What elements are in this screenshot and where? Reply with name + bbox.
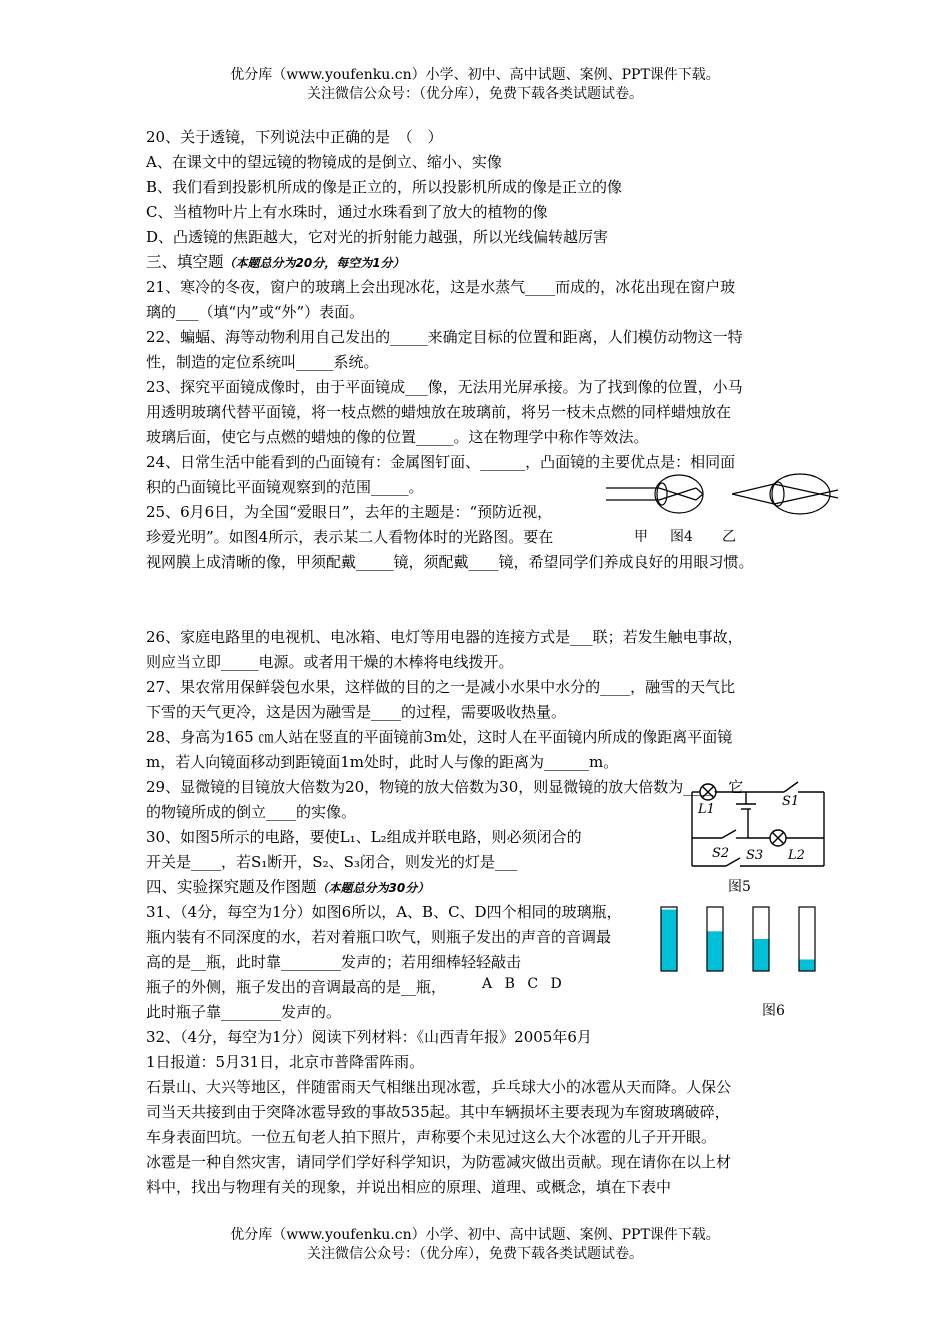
text-line: 瓶子的外侧，瓶子发出的音调最高的是__瓶， (146, 978, 447, 996)
text-line: 料中，找出与物理有关的现象，并说出相应的原理、道理、或概念，填在下表中 (146, 1178, 672, 1196)
text-line: 26、家庭电路里的电视机、电冰箱、电灯等用电器的连接方式是___联；若发生触电事故， (146, 628, 743, 646)
footer-line-1: 优分库（www.youfenku.cn）小学、初中、高中试题、案例、PPT课件下载。 (230, 1227, 720, 1243)
bottle-water-b (707, 931, 723, 971)
section-score-note: （本题总分为20分，每空为1分） (223, 256, 405, 270)
bottles-svg (660, 906, 830, 972)
figure-5-label-l2: L2 (788, 848, 805, 863)
bottle-water-a (661, 910, 677, 971)
page-footer (0, 1226, 950, 1264)
figure-4-eye-diagram (604, 472, 854, 532)
text-line: 车身表面凹坑。一位五旬老人拍下照片，声称要个未见过这么大个冰雹的儿子开开眼。 (146, 1128, 717, 1146)
text-line: D、凸透镜的焦距越大，它对光的折射能力越强，所以光线偏转越厉害 (146, 228, 609, 246)
text-line: 此时瓶子靠________发声的。 (146, 1003, 342, 1021)
text-line: B、我们看到投影机所成的像是正立的，所以投影机所成的像是正立的像 (146, 178, 623, 196)
figure-4-label-jia: 甲 (634, 529, 648, 545)
text-line: 28、身高为165 ㎝人站在竖直的平面镜前3m处，这时人在平面镜内所成的像距离平面镜 (146, 728, 733, 746)
section-heading (146, 251, 405, 274)
bottle-label-c: C (527, 976, 539, 992)
section-title: 四、实验探究题及作图题 (146, 878, 317, 896)
section-score-note: （本题总分为30分） (316, 881, 430, 895)
text-line: 珍爱光明”。如图4所示，表示某二人看物体时的光路图。要在 (146, 528, 554, 546)
figure-6-caption: 图6 (762, 1003, 785, 1019)
text-line: C、当植物叶片上有水珠时，通过水珠看到了放大的植物的像 (146, 203, 548, 221)
text-line: 30、如图5所示的电路，要使L₁、L₂组成并联电路，则必须闭合的 (146, 828, 582, 846)
text-line: A、在课文中的望远镜的物镜成的是倒立、缩小、实像 (146, 153, 502, 171)
figure-5-caption: 图5 (728, 879, 751, 895)
text-line: 瓶内装有不同深度的水，若对着瓶口吹气，则瓶子发出的声音的音调最 (146, 928, 612, 946)
figure-4-label-yi: 乙 (722, 529, 736, 545)
section-heading (146, 876, 429, 899)
text-line: 下雪的天气更冷，这是因为融雪是____的过程，需要吸收热量。 (146, 703, 567, 721)
eye-right (732, 474, 838, 514)
text-line: 高的是__瓶，此时靠________发声的；若用细棒轻轻敲击 (146, 953, 522, 971)
header-line-2: 关注微信公众号：（优分库），免费下载各类试题试卷。 (307, 86, 643, 102)
bottle-label-d: D (550, 976, 562, 992)
text-line: 开关是____，若S₁断开，S₂、S₃闭合，则发光的灯是___ (146, 853, 518, 871)
text-line: 24、日常生活中能看到的凸面镜有：金属图钉面、______，凸面镜的主要优点是：相同面 (146, 453, 736, 471)
text-line: 用透明玻璃代替平面镜，将一枝点燃的蜡烛放在玻璃前，将另一枝未点燃的同样蜡烛放在 (146, 403, 732, 421)
text-line: 性，制造的定位系统叫_____系统。 (146, 353, 379, 371)
text-line: 32、（4分，每空为1分）阅读下列材料：《山西青年报》2005年6月 (146, 1028, 592, 1046)
figure-4-caption: 图4 (670, 529, 693, 545)
figure-6-bottle-labels (482, 976, 562, 992)
bottle-label-a: A (482, 976, 493, 992)
figure-6-bottles (660, 906, 830, 972)
text-line: 冰雹是一种自然灾害，请同学们学好科学知识，为防雹减灾做出贡献。现在请你在以上材 (146, 1153, 732, 1171)
section-title: 三、填空题 (146, 253, 224, 271)
figure-5-label-s1: S1 (782, 794, 800, 809)
figure-5-label-s2: S2 (712, 846, 730, 861)
text-line: 22、蝙蝠、海等动物利用自己发出的_____来确定目标的位置和距离，人们模仿动物这一特 (146, 328, 743, 346)
text-line: 25、6月6日，为全国“爱眼日”，去年的主题是：“预防近视， (146, 503, 553, 521)
text-line: 则应当立即_____电源。或者用干燥的木棒将电线拨开。 (146, 653, 514, 671)
text-line: 璃的___（填“内”或“外”）表面。 (146, 303, 365, 321)
text-line: 31、（4分，每空为1分）如图6所以，A、B、C、D四个相同的玻璃瓶， (146, 903, 622, 921)
text-line: m，若人向镜面移动到距镜面1m处时，此时人与像的距离为______m。 (146, 753, 619, 771)
text-line: 21、寒冷的冬夜，窗户的玻璃上会出现冰花，这是水蒸气____而成的，冰花出现在窗户玻 (146, 278, 736, 296)
text-line: 积的凸面镜比平面镜观察到的范围_____。 (146, 478, 424, 496)
page-header (0, 66, 950, 104)
text-line: 27、果农常用保鲜袋包水果，这样做的目的之一是减小水果中水分的____，融雪的天气比 (146, 678, 736, 696)
eye-left (606, 475, 703, 513)
text-line: 29、显微镜的目镜放大倍数为20，物镜的放大倍数为30，则显微镜的放大倍数为____，它 (146, 778, 744, 796)
text-line: 石景山、大兴等地区，伴随雷雨天气相继出现冰雹，乒乓球大小的冰雹从天而降。人保公 (146, 1078, 732, 1096)
bottle-water-d (799, 959, 815, 971)
footer-line-2: 关注微信公众号：（优分库），免费下载各类试题试卷。 (307, 1246, 643, 1262)
text-line: 的物镜所成的倒立____的实像。 (146, 803, 357, 821)
text-line: 23、探究平面镜成像时，由于平面镜成___像，无法用光屏承接。为了找到像的位置，小马 (146, 378, 743, 396)
bottle-label-b: B (504, 976, 515, 992)
bottle-water-c (753, 939, 769, 971)
text-line: 20、关于透镜，下列说法中正确的是 （ ） (146, 128, 443, 146)
text-line: 司当天共接到由于突降冰雹导致的事故535起。其中车辆损坏主要表现为车窗玻璃破碎， (146, 1103, 730, 1121)
figure-5-label-l1: L1 (698, 802, 715, 817)
text-line: 视网膜上成清晰的像，甲须配戴_____镜，须配戴____镜，希望同学们养成良好的用眼习惯。 (146, 553, 754, 571)
header-line-1: 优分库（www.youfenku.cn）小学、初中、高中试题、案例、PPT课件下载。 (230, 67, 720, 83)
text-line: 1日报道：5月31日，北京市普降雷阵雨。 (146, 1053, 425, 1071)
text-line: 玻璃后面，使它与点燃的蜡烛的像的位置_____。这在物理学中称作等效法。 (146, 428, 649, 446)
figure-5-label-s3: S3 (746, 848, 764, 863)
